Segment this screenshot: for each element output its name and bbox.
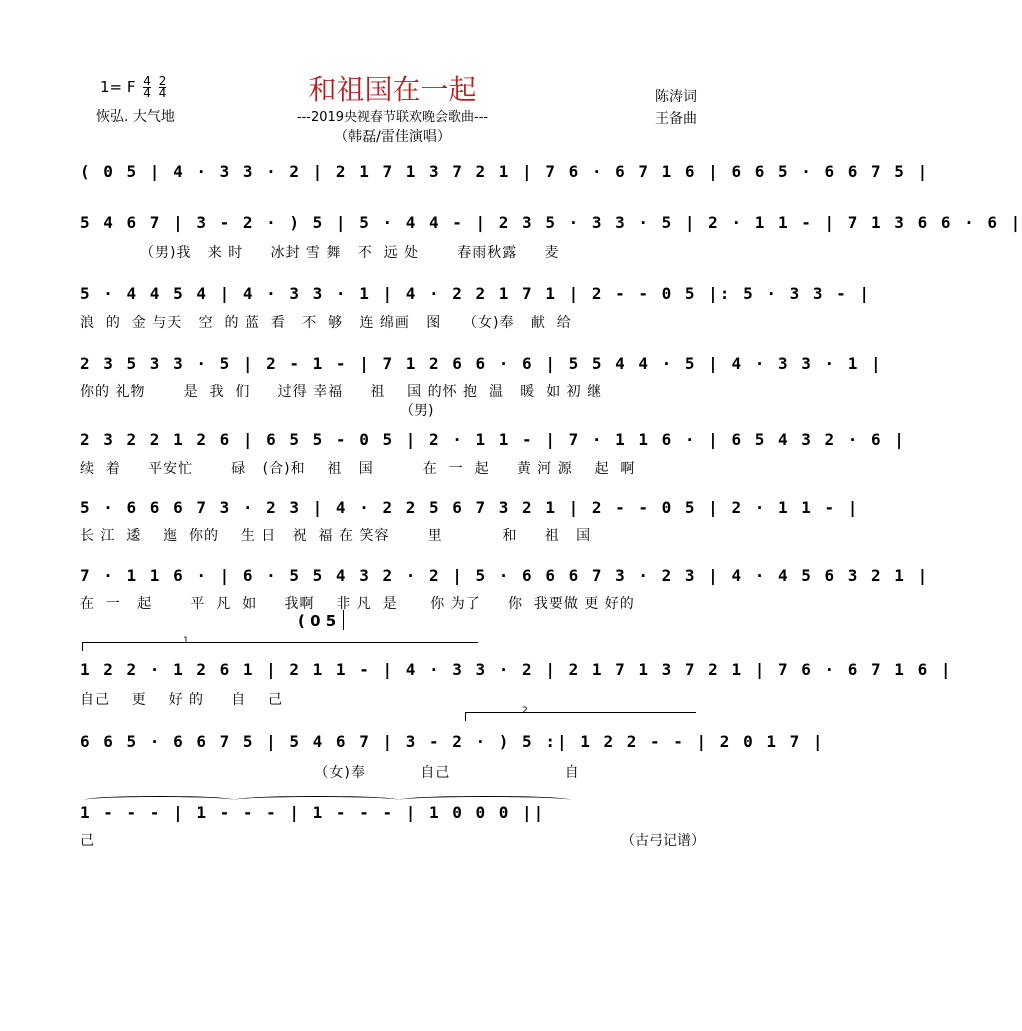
score-row-8	[80, 660, 953, 690]
lyrics-row-4: 你的 礼物 是 我 们 过得 幸福 祖 国 的怀 抱 温 暖 如 初 继	[80, 384, 603, 400]
notes-row-9: 6 6 5 · 6 6 7 5 | 5 4 6 7 | 3 - 2 · ) 5 :| 1 2 2 - - | 2 0 1 7 |	[80, 732, 825, 751]
notes-row-10: 1 - - - | 1 - - - | 1 - - - | 1 0 0 0 ||	[80, 803, 546, 822]
time-sig-2-top: 2	[158, 74, 167, 88]
pickup-barline	[343, 610, 344, 630]
notes-row-3: 5 · 4 4 5 4 | 4 · 3 3 · 1 | 4 · 2 2 1 7 1 | 2 - - 0 5 |: 5 · 3 3 - |	[80, 284, 872, 303]
lyrics-row-8: 自己 更 好 的 自 己	[80, 692, 284, 708]
notes-row-5: 2 3 2 2 1 2 6 | 6 5 5 - 0 5 | 2 · 1 1 - | 7 · 1 1 6 · | 6 5 4 3 2 · 6 |	[80, 430, 906, 449]
score-row-5	[80, 430, 906, 460]
male-marker: （男)	[400, 403, 434, 419]
score-row-7	[80, 566, 930, 596]
score-row-4	[80, 354, 883, 384]
key-label: 1= F	[100, 78, 136, 96]
score-row-6	[80, 498, 860, 528]
time-sig-1-top: 4	[143, 74, 151, 88]
score-row-9	[80, 732, 825, 762]
notes-row-7: 7 · 1 1 6 · | 6 · 5 5 4 3 2 · 2 | 5 · 6 6 6 7 3 · 2 3 | 4 · 4 5 6 3 2 1 |	[80, 566, 930, 585]
volta-label-1: 1	[183, 636, 189, 646]
score-row-1	[80, 162, 930, 192]
score-row-10	[80, 803, 720, 833]
pickup-note: ( 0 5	[298, 612, 337, 630]
lyrics-row-9: （女)奉 自己 自	[80, 765, 580, 781]
song-title-text: 和祖国在一起	[308, 73, 477, 106]
notes-row-1: ( 0 5 | 4 · 3 3 · 2 | 2 1 7 1 3 7 2 1 | 7 6 · 6 7 1 6 | 6 6 5 · 6 6 7 5 |	[80, 162, 930, 181]
composer-credit: 王备曲	[655, 111, 697, 127]
score-row-3	[80, 284, 872, 314]
lyrics-row-7: 在 一 起 平 凡 如 我啊 非 凡 是 你 为了 你 我要做 更 好的	[80, 596, 635, 612]
notes-row-8: 1 2 2 · 1 2 6 1 | 2 1 1 - | 4 · 3 3 · 2 | 2 1 7 1 3 7 2 1 | 7 6 · 6 7 1 6 |	[80, 660, 953, 679]
time-sig-2-bottom: 4	[158, 86, 167, 100]
time-sig-1-bottom: 4	[143, 86, 151, 100]
volta-label-2: 2	[522, 706, 528, 716]
expression-marking: 恢弘. 大气地	[96, 109, 175, 125]
score-row-2	[80, 213, 1022, 243]
singers	[0, 126, 801, 146]
lyrics-row-5: 续 着 平安忙 碌 (合)和 祖 国 在 一 起 黄 河 源 起 啊	[80, 461, 636, 477]
lyrics-row-6: 长 江 逶 迤 你的 生 日 祝 福 在 笑容 里 和 祖 国	[80, 528, 592, 544]
volta-bracket-2	[465, 712, 696, 721]
notes-row-2: 5 4 6 7 | 3 - 2 · ) 5 | 5 · 4 4 - | 2 3 5 · 3 3 · 5 | 2 · 1 1 - | 7 1 3 6 6 · 6 |	[80, 213, 1022, 232]
lyrics-row-3: 浪 的 金 与天 空 的 蓝 看 不 够 连 绵画 图 （女)奉 献 给	[80, 315, 572, 331]
volta-bracket-1	[82, 642, 478, 651]
transcriber-note: （古弓记谱）	[621, 833, 705, 849]
lyricist-credit: 陈涛词	[655, 89, 697, 105]
lyrics-row-2: （男)我 来 时 冰封 雪 舞 不 远 处 春雨秋露 麦	[80, 245, 560, 261]
singers-text: （韩磊/雷佳演唱）	[334, 129, 451, 145]
lyrics-row-10: 己	[80, 833, 95, 849]
notes-row-4: 2 3 5 3 3 · 5 | 2 - 1 - | 7 1 2 6 6 · 6 | 5 5 4 4 · 5 | 4 · 3 3 · 1 |	[80, 354, 883, 373]
notes-row-6: 5 · 6 6 6 7 3 · 2 3 | 4 · 2 2 5 6 7 3 2 1 | 2 - - 0 5 | 2 · 1 1 - |	[80, 498, 860, 517]
song-subtitle-text: ---2019央视春节联欢晚会歌曲---	[296, 110, 489, 125]
